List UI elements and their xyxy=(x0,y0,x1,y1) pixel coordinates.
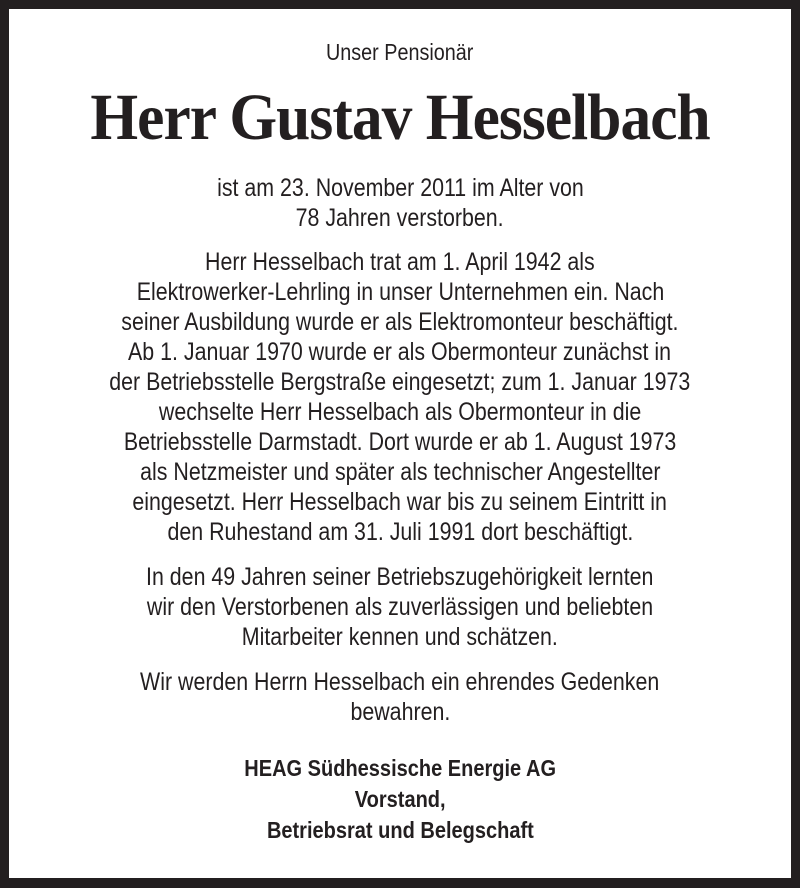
signature-company: HEAG Südhessische Energie AG xyxy=(244,755,556,781)
deceased-name-title: Herr Gustav Hesselbach xyxy=(90,81,710,154)
signature-board: Vorstand, xyxy=(354,786,446,812)
notice-kicker: Unser Pensionär xyxy=(326,39,474,65)
closing-line: bewahren. xyxy=(350,698,450,726)
career-line: wechselte Herr Hesselbach als Obermonteur in die xyxy=(158,398,642,426)
career-line: Elektrowerker-Lehrling in unser Unternehmen ein. Nach xyxy=(136,278,664,306)
intro-line: ist am 23. November 2011 im Alter von xyxy=(216,174,584,202)
tribute-line: In den 49 Jahren seiner Betriebszugehörigkeit lernten xyxy=(146,563,654,591)
career-line: Ab 1. Januar 1970 wurde er als Obermonteur zunächst in xyxy=(128,338,672,366)
tribute-line: Mitarbeiter kennen und schätzen. xyxy=(241,623,559,651)
obituary-notice xyxy=(9,9,791,878)
career-line: den Ruhestand am 31. Juli 1991 dort beschäftigt. xyxy=(167,518,633,546)
career-line: der Betriebsstelle Bergstraße eingesetzt; zum 1. Januar 1973 xyxy=(109,368,691,396)
tribute-line: wir den Verstorbenen als zuverlässigen und beliebten xyxy=(146,593,654,621)
signature-staff: Betriebsrat und Belegschaft xyxy=(266,817,534,843)
career-line: seiner Ausbildung wurde er als Elektromonteur beschäftigt. xyxy=(121,308,679,336)
career-line: Herr Hesselbach trat am 1. April 1942 als xyxy=(205,248,595,276)
closing-line: Wir werden Herrn Hesselbach ein ehrendes Gedenken xyxy=(140,668,660,696)
career-line: eingesetzt. Herr Hesselbach war bis zu seinem Eintritt in xyxy=(132,488,668,516)
career-line: Betriebsstelle Darmstadt. Dort wurde er ab 1. August 1973 xyxy=(123,428,677,456)
career-line: als Netzmeister und später als technischer Angestellter xyxy=(139,458,661,486)
intro-line: 78 Jahren verstorben. xyxy=(296,204,504,232)
